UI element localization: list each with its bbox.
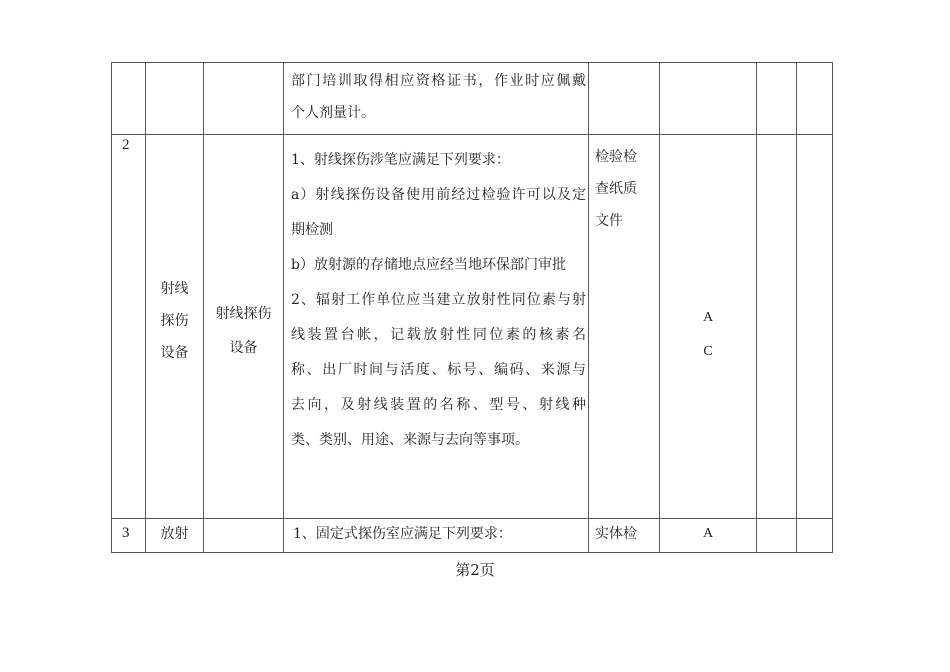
cell-item: 放射 xyxy=(146,519,204,553)
table-row xyxy=(112,519,833,553)
cell-no xyxy=(112,63,146,135)
requirement-line: a）射线探伤设备使用前经过检验许可以及定 xyxy=(291,187,586,203)
method-line: 检验检 xyxy=(595,149,637,165)
item-line: 探伤 xyxy=(160,313,189,329)
cell-sub-item xyxy=(204,63,284,135)
item-line: 设备 xyxy=(160,345,189,361)
requirement-line: 类、类别、用途、来源与去向等事项。 xyxy=(291,432,529,448)
cell-extra-1 xyxy=(757,135,797,519)
requirement-line: 个人剂量计。 xyxy=(291,105,375,121)
cell-requirement: 1、固定式探伤室应满足下列要求： xyxy=(284,519,589,553)
cell-extra-2 xyxy=(797,63,833,135)
requirement-line: 部门培训取得相应资格证书，作业时应佩戴 xyxy=(291,73,586,89)
requirement-line: b）放射源的存储地点应经当地环保部门审批 xyxy=(291,257,566,273)
cell-requirement xyxy=(284,63,589,135)
requirement-line: 去向，及射线装置的名称、型号、射线种 xyxy=(291,397,586,413)
table-row xyxy=(112,63,833,135)
sub-item-line: 射线探伤 xyxy=(215,306,272,322)
method-line: 查纸质 xyxy=(595,181,637,197)
cell-sub-item xyxy=(204,135,284,519)
grade-line: A xyxy=(702,310,714,325)
cell-grade xyxy=(660,63,757,135)
method-line: 文件 xyxy=(595,213,623,229)
cell-item xyxy=(146,63,204,135)
page-number: 第2页 xyxy=(455,561,495,579)
cell-method xyxy=(589,63,660,135)
grade-line: C xyxy=(703,344,713,359)
cell-extra-2 xyxy=(797,519,833,553)
cell-requirement xyxy=(284,135,589,519)
cell-extra-1 xyxy=(757,63,797,135)
cell-no xyxy=(112,135,146,519)
item-line: 射线 xyxy=(160,281,189,297)
requirement-line: 称、出厂时间与活度、标号、编码、来源与 xyxy=(291,362,586,378)
cell-extra-2 xyxy=(797,135,833,519)
row-number: 3 xyxy=(122,525,130,541)
row-number: 2 xyxy=(122,137,130,153)
cell-method xyxy=(589,135,660,519)
cell-extra-1 xyxy=(757,519,797,553)
table-row xyxy=(112,135,833,519)
cell-grade xyxy=(660,135,757,519)
requirement-line: 1、射线探伤涉笔应满足下列要求： xyxy=(291,152,510,168)
cell-no xyxy=(112,519,146,553)
requirement-line: 线装置台帐，记载放射性同位素的核素名 xyxy=(291,327,586,343)
requirement-line: 2、辐射工作单位应当建立放射性同位素与射 xyxy=(291,292,586,308)
sub-item-line: 设备 xyxy=(229,340,258,356)
inspection-table xyxy=(111,62,833,553)
requirement-line: 期检测 xyxy=(291,222,333,238)
cell-method: 实体检 xyxy=(589,519,660,553)
cell-item xyxy=(146,135,204,519)
cell-sub-item xyxy=(204,519,284,553)
cell-grade: A xyxy=(660,519,757,553)
